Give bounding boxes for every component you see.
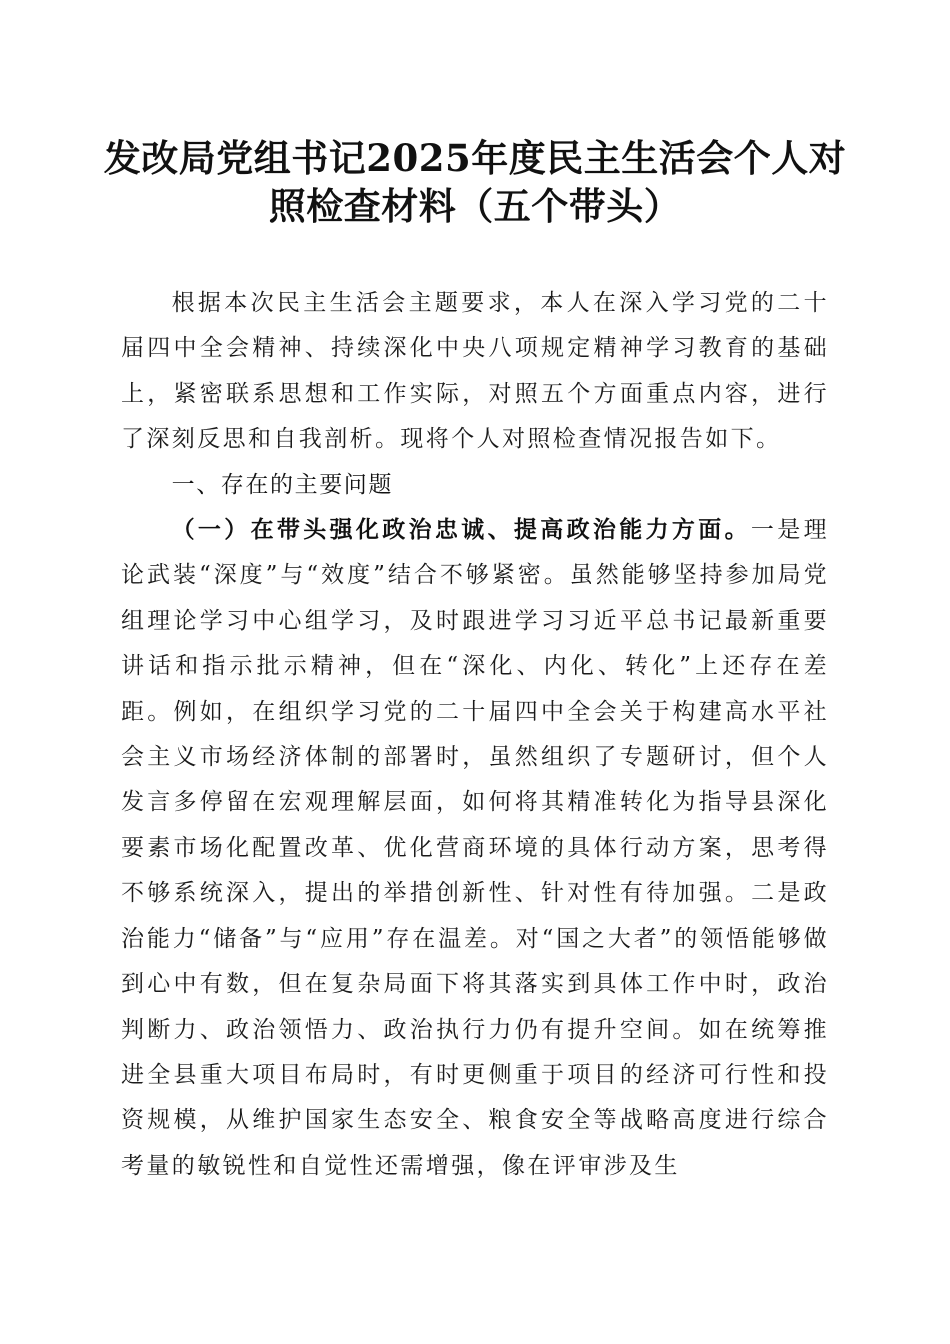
intro-paragraph: 根据本次民主生活会主题要求，本人在深入学习党的二十届四中全会精神、持续深化中央八项规定精神学习教育的基础上，紧密联系思想和工作实际，对照五个方面重点内容，进行了深刻反思和自我剖析。现将个人对照检查情况报告如下。	[121, 290, 829, 453]
title-line-1: 发改局党组书记2025年度民主生活会个人对	[103, 136, 847, 180]
subsection-paragraph	[121, 508, 829, 1189]
subsection-lead: （一）在带头强化政治忠诚、提高政治能力方面。	[171, 517, 751, 544]
document-title	[100, 134, 850, 230]
document-body	[121, 281, 829, 1189]
section-heading: 一、存在的主要问题	[171, 471, 393, 498]
title-line-2: 照检查材料（五个带头）	[268, 184, 682, 228]
subsection-body: 一是理论武装“深度”与“效度”结合不够紧密。虽然能够坚持参加局党组理论学习中心组学习，及时跟进学习习近平总书记最新重要讲话和指示批示精神，但在“深化、内化、转化”上还存在差距。例如，在组织学习党的二十届四中全会关于构建高水平社会主义市场经济体制的部署时，虽然组织了专题研讨，但个人发言多停留在宏观理解层面，如何将其精准转化为指导县深化要素市场化配置改革、优化营商环境的具体行动方案，思考得不够系统深入，提出的举措创新性、针对性有待加强。二是政治能力“储备”与“应用”存在温差。对“国之大者”的领悟能够做到心中有数，但在复杂局面下将其落实到具体工作中时，政治判断力、政治领悟力、政治执行力仍有提升空间。如在统筹推进全县重大项目布局时，有时更侧重于项目的经济可行性和投资规模，从维护国家生态安全、粮食安全等战略高度进行综合考量的敏锐性和自觉性还需增强，像在评审涉及生	[121, 517, 829, 1179]
